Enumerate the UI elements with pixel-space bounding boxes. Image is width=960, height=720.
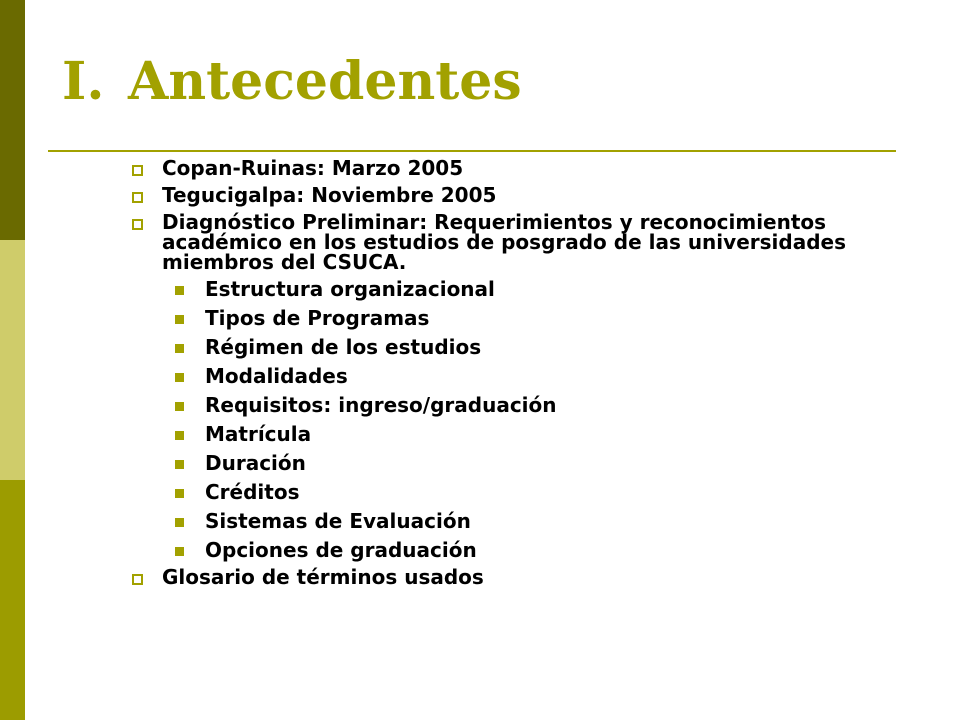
title-number: I.	[62, 51, 105, 112]
list-item	[132, 185, 912, 205]
sub-list-item-text: Régimen de los estudios	[205, 335, 482, 359]
sub-list-item-text: Requisitos: ingreso/graduación	[205, 393, 557, 417]
list-item-text: Glosario de términos usados	[162, 565, 484, 589]
sub-list-item-text: Estructura organizacional	[205, 277, 495, 301]
filled-square-bullet-icon	[175, 373, 184, 382]
square-bullet-icon	[132, 574, 143, 585]
sub-list-item	[175, 304, 912, 333]
list-item-text: Tegucigalpa: Noviembre 2005	[162, 183, 497, 207]
square-bullet-icon	[132, 219, 143, 230]
sub-list-item	[175, 420, 912, 449]
list-item	[132, 567, 912, 587]
sub-list	[132, 275, 912, 565]
slide-title	[62, 50, 522, 114]
filled-square-bullet-icon	[175, 547, 184, 556]
sub-list-item	[175, 478, 912, 507]
list-item	[132, 212, 912, 272]
title-divider	[48, 150, 896, 152]
filled-square-bullet-icon	[175, 402, 184, 411]
sub-list-item	[175, 536, 912, 565]
side-bar-bottom	[0, 480, 25, 720]
filled-square-bullet-icon	[175, 489, 184, 498]
sub-list-item-text: Matrícula	[205, 422, 312, 446]
list-item	[132, 158, 912, 178]
square-bullet-icon	[132, 192, 143, 203]
filled-square-bullet-icon	[175, 518, 184, 527]
filled-square-bullet-icon	[175, 286, 184, 295]
sub-list-item	[175, 507, 912, 536]
sub-list-item	[175, 362, 912, 391]
sub-list-item	[175, 275, 912, 304]
list-item-text: Copan-Ruinas: Marzo 2005	[162, 156, 464, 180]
filled-square-bullet-icon	[175, 460, 184, 469]
sub-list-item	[175, 449, 912, 478]
slide-content	[132, 158, 912, 594]
side-bar-top	[0, 0, 25, 240]
sub-list-item-text: Tipos de Programas	[205, 306, 430, 330]
sub-list-item-text: Modalidades	[205, 364, 348, 388]
title-text: Antecedentes	[128, 51, 522, 112]
filled-square-bullet-icon	[175, 315, 184, 324]
filled-square-bullet-icon	[175, 431, 184, 440]
sub-list-item	[175, 391, 912, 420]
sub-list-item-text: Duración	[205, 451, 306, 475]
square-bullet-icon	[132, 165, 143, 176]
list-item-text: Diagnóstico Preliminar: Requerimientos y reconocimientos académico en los estudios de posgrado de las universidades miembros del CSUCA.	[162, 210, 846, 274]
side-bar-middle	[0, 240, 25, 480]
sub-list-item-text: Opciones de graduación	[205, 538, 477, 562]
sub-list-item-text: Sistemas de Evaluación	[205, 509, 471, 533]
sub-list-item	[175, 333, 912, 362]
filled-square-bullet-icon	[175, 344, 184, 353]
sub-list-item-text: Créditos	[205, 480, 300, 504]
